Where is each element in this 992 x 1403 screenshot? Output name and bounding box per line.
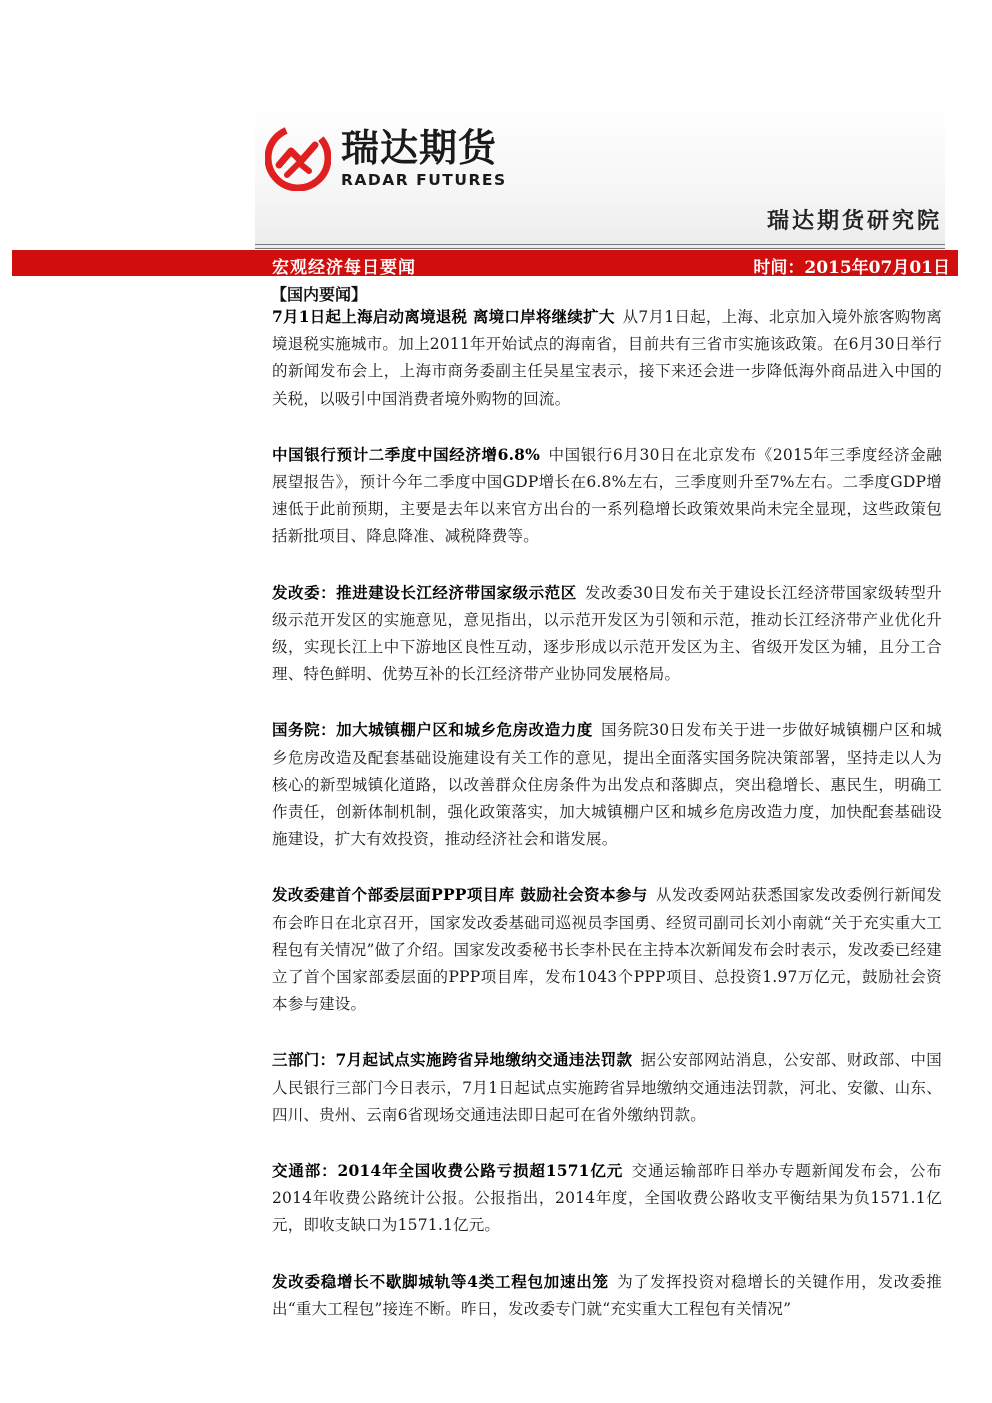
header-rule (255, 248, 945, 249)
news-item (272, 1268, 942, 1323)
header-rule (255, 244, 945, 245)
logo-name-en: RADAR FUTURES (341, 171, 507, 189)
news-body: 中国银行6月30日在北京发布《2015年三季度经济金融展望报告》，预计今年二季度中国GDP增长在6.8%左右，三季度则升至7%左右。二季度GDP增速低于此前预期，主要是去年以来官方出台的一系列稳增长政策效果尚未完全显现，这些政策包括新批项目、降息降准、减税降费等。 (272, 445, 942, 546)
news-item (272, 1157, 942, 1240)
news-headline: 三部门：7月起试点实施跨省异地缴纳交通违法罚款 (272, 1050, 633, 1070)
news-list (272, 303, 942, 1351)
news-item (272, 881, 942, 1018)
radar-logo-icon (265, 125, 331, 191)
section-label: 【国内要闻】 (271, 285, 368, 304)
news-body: 交通运输部昨日举办专题新闻发布会，公布2014年收费公路统计公报。公报指出，2014年度，全国收费公路收支平衡结果为负1571.1亿元，即收支缺口为1571.1亿元。 (272, 1162, 942, 1235)
news-item (272, 303, 942, 413)
company-logo (265, 118, 535, 198)
report-title: 宏观经济每日要闻 (272, 258, 416, 278)
news-headline: 国务院：加大城镇棚户区和城乡危房改造力度 (272, 720, 593, 740)
report-date: 时间：2015年07月01日 (753, 258, 950, 278)
news-item (272, 1046, 942, 1129)
news-body: 发改委30日发布关于建设长江经济带国家级转型升级示范开发区的实施意见，意见指出，以示范开发区为引领和示范，推动长江经济带产业优化升级，实现长江上中下游地区良性互动，逐步形成以示范开发区为主、省级开发区为辅，且分工合理、特色鲜明、优势互补的长江经济带产业协同发展格局。 (272, 583, 942, 684)
news-item (272, 716, 942, 853)
logo-name-cn: 瑞达期货 (341, 126, 498, 170)
logo-text (341, 127, 507, 189)
title-banner (12, 250, 958, 276)
news-body: 据公安部网站消息，公安部、财政部、中国人民银行三部门今日表示，7月1日起试点实施跨省异地缴纳交通违法罚款，河北、安徽、山东、四川、贵州、云南6省现场交通违法即日起可在省外缴纳罚款。 (272, 1051, 942, 1124)
news-headline: 7月1日起上海启动离境退税 离境口岸将继续扩大 (272, 307, 615, 326)
news-headline: 发改委建首个部委层面PPP项目库 鼓励社会资本参与 (272, 885, 648, 905)
news-body: 国务院30日发布关于进一步做好城镇棚户区和城乡危房改造及配套基础设施建设有关工作的意见，提出全面落实国务院决策部署，坚持走以人为核心的新型城镇化道路，以改善群众住房条件为出发点和落脚点，突出稳增长、惠民生，明确工作责任，创新体制机制，强化政策落实，加大城镇棚户区和城乡危房改造力度，加快配套基础设施建设，扩大有效投资，推动经济社会和谐发展。 (272, 721, 942, 849)
news-item (272, 441, 942, 551)
institute-name: 瑞达期货研究院 (766, 208, 942, 234)
news-item (272, 579, 942, 689)
news-body: 为了发挥投资对稳增长的关键作用，发改委推出“重大工程包”接连不断。昨日，发改委专门就“充实重大工程包有关情况” (272, 1272, 942, 1318)
news-headline: 交通部：2014年全国收费公路亏损超1571亿元 (272, 1161, 624, 1181)
news-body: 从发改委网站获悉国家发改委例行新闻发布会昨日在北京召开，国家发改委基础司巡视员李国勇、经贸司副司长刘小南就“关于充实重大工程包有关情况”做了介绍。国家发改委秘书长李朴民在主持本次新闻发布会时表示，发改委已经建立了首个国家部委层面的PPP项目库，发布1043个PPP项目、总投资1.97万亿元，鼓励社会资本参与建设。 (272, 886, 942, 1014)
news-body: 从7月1日起，上海、北京加入境外旅客购物离境退税实施城市。加上2011年开始试点的海南省，目前共有三省市实施该政策。在6月30日举行的新闻发布会上，上海市商务委副主任吴星宝表示，接下来还会进一步降低海外商品进入中国的关税，以吸引中国消费者境外购物的回流。 (272, 308, 942, 408)
news-headline: 发改委稳增长不歇脚城轨等4类工程包加速出笼 (272, 1271, 609, 1291)
news-headline: 发改委：推进建设长江经济带国家级示范区 (272, 582, 577, 602)
news-headline: 中国银行预计二季度中国经济增6.8% (272, 444, 541, 464)
